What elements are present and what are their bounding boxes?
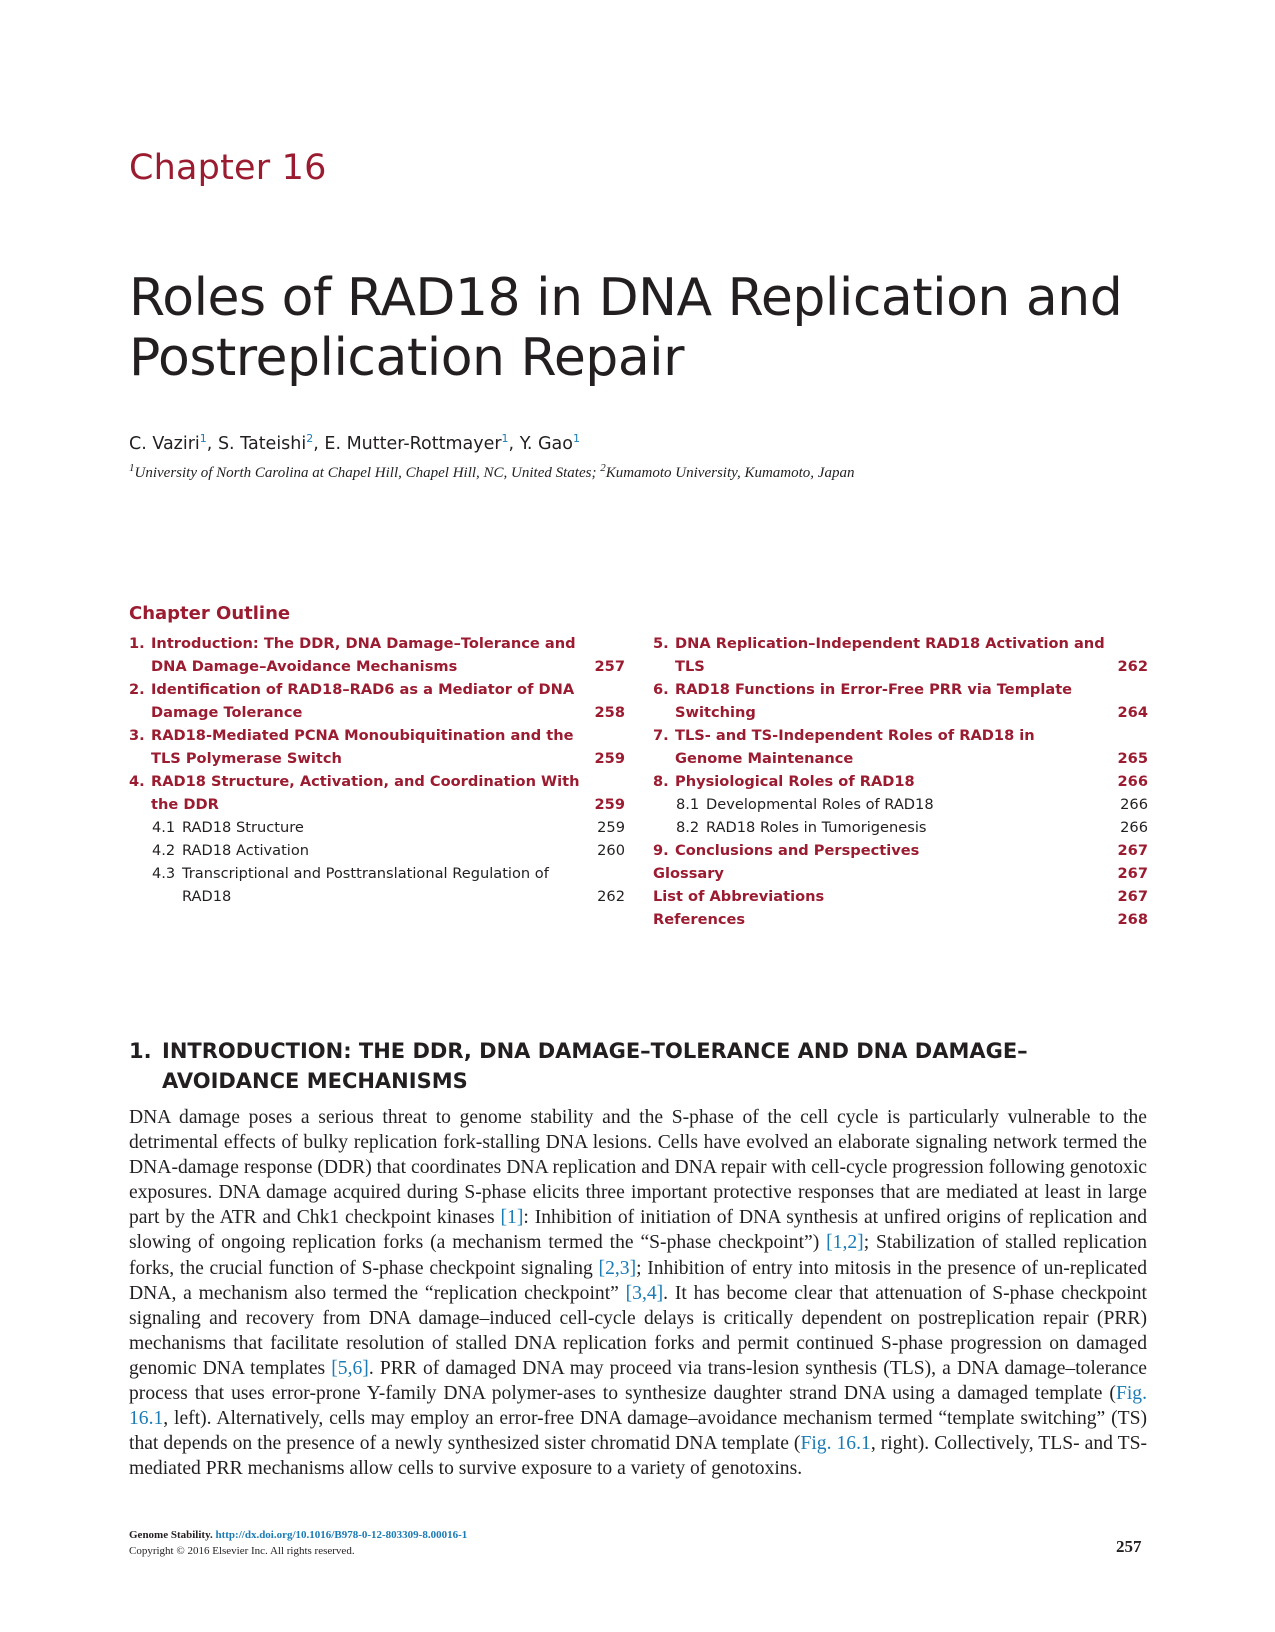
citation-link[interactable]: Fig. 16.1 — [129, 1383, 1147, 1430]
outline-entry-number: 6. — [653, 681, 669, 698]
outline-entry[interactable] — [129, 770, 625, 816]
outline-entry-page: 267 — [1117, 842, 1148, 859]
outline-entry-number: 4.2 — [152, 842, 176, 859]
page-number: 257 — [1116, 1537, 1142, 1556]
author-separator: , — [313, 433, 325, 454]
outline-entry-title: Introduction: The DDR, DNA Damage–Tolerance and DNA Damage–Avoidance Mechanisms — [151, 635, 576, 675]
author-name: S. Tateishi — [217, 433, 307, 454]
citation-link[interactable]: [5,6] — [331, 1357, 369, 1379]
outline-entry[interactable] — [653, 770, 1148, 793]
outline-entry-number: 8. — [653, 773, 669, 790]
outline-entry-page: 257 — [594, 658, 625, 675]
outline-entry-title: Physiological Roles of RAD18 — [675, 773, 915, 790]
section-heading — [129, 1036, 1149, 1096]
body-text-run: ; Stabilization of stalled replication forks, the crucial function of S-phase checkpoint signaling — [129, 1232, 1147, 1279]
outline-entry-title: Conclusions and Perspectives — [675, 842, 920, 859]
outline-entry-page: 267 — [1117, 865, 1148, 882]
outline-entry-page: 267 — [1117, 888, 1148, 905]
outline-entry-number: 7. — [653, 727, 669, 744]
outline-entry-title: References — [653, 911, 746, 928]
author-affiliation-mark: 2 — [306, 432, 314, 445]
outline-entry-title: DNA Replication–Independent RAD18 Activation and TLS — [675, 635, 1105, 675]
outline-entry-title: RAD18 Functions in Error-Free PRR via Template Switching — [675, 681, 1073, 721]
outline-entry-number: 4.3 — [152, 865, 176, 882]
outline-entry[interactable] — [129, 839, 625, 862]
outline-entry-number: 2. — [129, 681, 145, 698]
outline-entry[interactable] — [129, 816, 625, 839]
body-text-run: . PRR of damaged DNA may proceed via trans-lesion synthesis (TLS), a DNA damage–tolerance process that uses error-prone Y-family DNA polymer-ases to synthesize daughter strand DNA using a damaged template ( — [129, 1357, 1147, 1405]
footer-journal: Genome Stability. — [129, 1529, 213, 1541]
outline-entry-page: 262 — [597, 888, 625, 905]
outline-entry-title: Developmental Roles of RAD18 — [706, 796, 934, 813]
outline-entry-title: Transcriptional and Posttranslational Regulation of RAD18 — [182, 865, 549, 905]
outline-entry-page: 266 — [1120, 819, 1148, 836]
outline-entry[interactable] — [129, 724, 625, 770]
outline-entry-page: 259 — [594, 796, 625, 813]
outline-entry-number: 9. — [653, 842, 669, 859]
affiliation-1: University of North Carolina at Chapel Hill, Chapel Hill, NC, United States; — [134, 465, 601, 481]
author-affiliation-mark: 1 — [572, 432, 580, 445]
outline-entry[interactable] — [129, 678, 625, 724]
author-list — [129, 432, 580, 454]
author-affiliation-mark: 1 — [501, 432, 509, 445]
outline-right-column — [653, 632, 1148, 931]
outline-entry[interactable] — [653, 724, 1148, 770]
outline-entry[interactable] — [653, 632, 1148, 678]
outline-entry-title: RAD18 Roles in Tumorigenesis — [706, 819, 927, 836]
doi-link[interactable]: http://dx.doi.org/10.1016/B978-0-12-803309-8.00016-1 — [215, 1529, 468, 1541]
footer-copyright: Copyright © 2016 Elsevier Inc. All rights reserved. — [129, 1545, 355, 1557]
outline-entry-number: 1. — [129, 635, 145, 652]
outline-entry[interactable] — [653, 862, 1148, 885]
outline-entry-title: RAD18-Mediated PCNA Monoubiquitination and the TLS Polymerase Switch — [151, 727, 574, 767]
outline-entry-page: 265 — [1117, 750, 1148, 767]
outline-entry-number: 4. — [129, 773, 145, 790]
outline-entry-page: 266 — [1117, 773, 1148, 790]
outline-entry-page: 259 — [594, 750, 625, 767]
outline-entry-page: 264 — [1117, 704, 1148, 721]
body-paragraph — [129, 1105, 1147, 1481]
outline-entry[interactable] — [653, 839, 1148, 862]
outline-entry[interactable] — [653, 793, 1148, 816]
chapter-label: Chapter 16 — [129, 148, 327, 188]
author-separator: , — [206, 433, 218, 454]
author-affiliation-mark: 1 — [199, 432, 207, 445]
outline-entry-page: 266 — [1120, 796, 1148, 813]
affiliation-2: Kumamoto University, Kumamoto, Japan — [605, 465, 855, 481]
body-text-run: . It has become clear that attenuation of S-phase checkpoint signaling and recovery from DNA damage–induced cell-cycle delays is critically dependent on postreplication repair (PRR) mechanisms that facilitate resolution of stalled DNA replication forks and permit continued S-phase progression on damaged genomic DNA templates — [129, 1282, 1147, 1379]
outline-entry[interactable] — [653, 816, 1148, 839]
title-line-2: Postreplication Repair — [129, 328, 685, 388]
outline-entry[interactable] — [653, 678, 1148, 724]
outline-entry-title: RAD18 Activation — [182, 842, 310, 859]
section-number: 1. — [129, 1039, 152, 1063]
outline-entry-number: 5. — [653, 635, 669, 652]
citation-link[interactable]: [1] — [500, 1207, 524, 1229]
title-line-1: Roles of RAD18 in DNA Replication and — [129, 268, 1123, 328]
affiliations — [129, 462, 854, 482]
footer — [129, 1527, 467, 1559]
section-title: INTRODUCTION: THE DDR, DNA DAMAGE–TOLERANCE AND DNA DAMAGE–AVOIDANCE MECHANISMS — [162, 1039, 1028, 1093]
body-text-run: , right). Collectively, TLS- and TS-mediated PRR mechanisms allow cells to survive exposure to a variety of genotoxins. — [129, 1433, 1147, 1480]
outline-entry[interactable] — [129, 862, 625, 908]
outline-entry-title: TLS- and TS-Independent Roles of RAD18 in Genome Maintenance — [675, 727, 1035, 767]
outline-entry-number: 8.1 — [676, 796, 700, 813]
outline-left-column — [129, 632, 625, 908]
outline-entry-number: 3. — [129, 727, 145, 744]
author-separator: , — [508, 433, 520, 454]
citation-link[interactable]: [1,2] — [826, 1232, 864, 1254]
outline-entry-page: 258 — [594, 704, 625, 721]
author-name: E. Mutter-Rottmayer — [324, 433, 502, 454]
body-text-run: ; Inhibition of entry into mitosis in the presence of un-replicated DNA, a mechanism also termed the “replication checkpoint” — [129, 1257, 1147, 1304]
citation-link[interactable]: [3,4] — [625, 1282, 664, 1304]
outline-entry[interactable] — [653, 885, 1148, 908]
chapter-title — [129, 268, 1169, 388]
citation-link[interactable]: Fig. 16.1 — [800, 1433, 871, 1455]
author-name: C. Vaziri — [129, 433, 200, 454]
author-name: Y. Gao — [519, 433, 573, 454]
body-text-run: : Inhibition of initiation of DNA synthesis at unfired origins of replication and slowing of ongoing replication forks (a mechanism termed the “S-phase checkpoint”) — [129, 1207, 1147, 1254]
outline-entry[interactable] — [653, 908, 1148, 931]
outline-entry-page: 268 — [1117, 911, 1148, 928]
outline-entry-title: Glossary — [653, 865, 724, 882]
outline-entry-page: 259 — [597, 819, 625, 836]
outline-entry-title: RAD18 Structure — [182, 819, 304, 836]
outline-heading: Chapter Outline — [129, 603, 291, 624]
citation-link[interactable]: [2,3] — [598, 1257, 637, 1279]
outline-entry-number: 8.2 — [676, 819, 700, 836]
outline-entry-number: 4.1 — [152, 819, 176, 836]
outline-entry-page: 262 — [1117, 658, 1148, 675]
body-text-run: DNA damage poses a serious threat to genome stability and the S-phase of the cell cycle is particularly vulnerable to the detrimental effects of bulky replication fork-stalling DNA lesions. Cells have evolved an elaborate signaling network termed the DNA-damage response (DDR) that coordinates DNA replication and DNA repair with cell-cycle progression following genotoxic exposures. DNA damage acquired during S-phase elicits three important protective responses that are mediated at least in large part by the ATR and Chk1 checkpoint kinases — [129, 1107, 1147, 1229]
outline-entry-title: Identification of RAD18–RAD6 as a Mediator of DNA Damage Tolerance — [151, 681, 575, 721]
affiliation-1-mark: 1 — [129, 462, 135, 474]
outline-entry-title: List of Abbreviations — [653, 888, 825, 905]
outline-entry[interactable] — [129, 632, 625, 678]
outline-entry-title: RAD18 Structure, Activation, and Coordination With the DDR — [151, 773, 580, 813]
outline-entry-page: 260 — [597, 842, 625, 859]
affiliation-2-mark: 2 — [600, 462, 606, 474]
body-text-run: , left). Alternatively, cells may employ an error-free DNA damage–avoidance mechanism termed “template switching” (TS) that depends on the presence of a newly synthesized sister chromatid DNA template ( — [129, 1408, 1147, 1455]
